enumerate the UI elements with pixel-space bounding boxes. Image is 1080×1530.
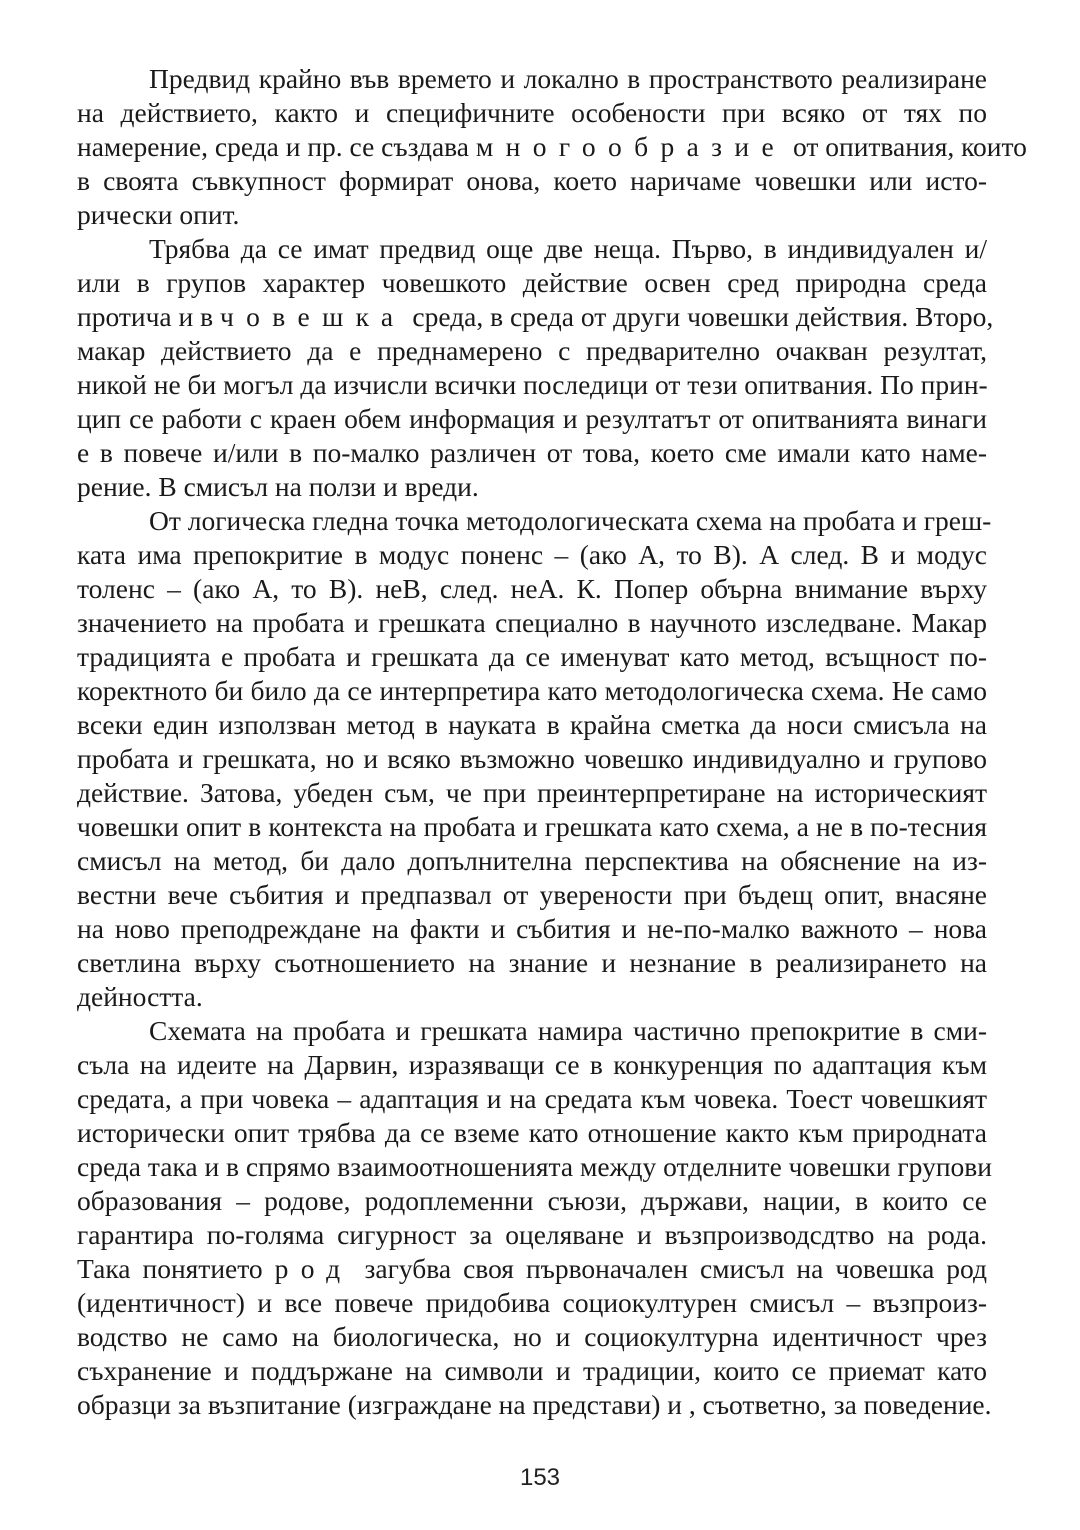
text-line: толенс – (ако А, то В). неВ, след. неА. К. Попер обърна внимание върху — [77, 573, 987, 604]
text-line: съла на идеите на Дарвин, изразяващи се в конкуренция по адаптация към — [77, 1049, 987, 1080]
text-line: традицията е пробата и грешката да се именуват като метод, всъщност по- — [77, 641, 987, 672]
text-line: цип се работи с краен обем информация и резултатът от опитванията винаги — [77, 403, 987, 434]
text-line: протича и в човешка среда, в среда от други човешки действия. Второ, — [77, 301, 994, 332]
paragraph-4 — [77, 1014, 992, 1422]
text-line: дейността. — [77, 981, 203, 1012]
text-line: образци за възпитание (изграждане на представи) и , съответно, за поведение. — [77, 1389, 992, 1420]
text-line: значението на пробата и грешката специално в научното изследване. Макар — [77, 607, 987, 638]
text-line: пробата и грешката, но и всяко възможно човешко индивидуално и групово — [77, 743, 987, 774]
text-line: ката има препокритие в модус поненс – (ако А, то В). А след. В и модус — [77, 539, 987, 570]
text-line: на действието, както и специфичните особености при всяко от тях по — [77, 97, 987, 128]
paragraph-3 — [77, 504, 992, 1014]
text-line: водство не само на биологическа, но и социокултурна идентичност чрез — [77, 1321, 987, 1352]
text-line: гарантира по-голяма сигурност за оцеляване и възпроизводсдтво на рода. — [77, 1219, 987, 1250]
page-number: 153 — [519, 1464, 561, 1491]
text-line: или в групов характер човешкото действие освен сред природна среда — [77, 267, 987, 298]
text-line: съхранение и поддържане на символи и традиции, които се приемат като — [77, 1355, 987, 1386]
text-line: човешки опит в контекста на пробата и грешката като схема, а не в по-тесния — [77, 811, 987, 842]
text-line: всеки един използван метод в науката в крайна сметка да носи смисъла на — [77, 709, 987, 740]
paragraph-2 — [77, 232, 994, 504]
text-line: макар действието да е преднамерено с предварително очакван резултат, — [77, 335, 987, 366]
text-line: среда така и в спрямо взаимоотношенията между отделните човешки групови — [77, 1151, 992, 1182]
text-line: никой не би могъл да изчисли всички последици от тези опитвания. По прин- — [77, 369, 988, 400]
text-line: коректното би било да се интерпретира като методологическа схема. Не само — [77, 675, 987, 706]
emphasis-spaced: многообразие — [475, 131, 787, 162]
page-body — [77, 62, 1027, 1422]
text-line: образования – родове, родоплеменни съюзи, държави, нации, в които се — [77, 1185, 987, 1216]
text-line: рение. В смисъл на ползи и вреди. — [77, 471, 479, 502]
text-line: в своята съвкупност формират онова, което наричаме човешки или исто- — [77, 165, 987, 196]
text-line: действие. Затова, убеден съм, че при преинтерпретиране на историческият — [77, 777, 987, 808]
paragraph-1 — [77, 62, 1027, 232]
text-line: Схемата на пробата и грешката намира частично препокритие в сми- — [149, 1015, 987, 1046]
text-line: От логическа гледна точка методологическата схема на пробата и греш- — [149, 505, 992, 536]
emphasis-spaced: род — [274, 1253, 353, 1284]
text-line: Така понятието род загубва своя първоначален смисъл на човешка род — [77, 1253, 987, 1284]
text-line: вестни вече събития и предпазвал от уверености при бъдещ опит, внасяне — [77, 879, 987, 910]
text-line: Трябва да се имат предвид още две неща. Първо, в индивидуален и/ — [149, 233, 987, 264]
text-line: е в повече и/или в по-малко различен от това, което сме имали като наме- — [77, 437, 987, 468]
text-line: рически опит. — [77, 199, 240, 230]
text-line: Предвид крайно във времето и локално в пространството реализиране — [149, 63, 987, 94]
text-line: светлина върху съотношението на знание и незнание в реализирането на — [77, 947, 987, 978]
text-line: средата, а при човека – адаптация и на средата към човека. Тоест човешкият — [77, 1083, 987, 1114]
text-line: исторически опит трябва да се вземе като отношение както към природната — [77, 1117, 987, 1148]
text-line: смисъл на метод, би дало допълнителна перспектива на обяснение на из- — [77, 845, 987, 876]
text-line: на ново преподреждане на факти и събития и не-по-малко важното – нова — [77, 913, 987, 944]
text-line: (идентичност) и все повече придобива социокултурен смисъл – възпроиз- — [77, 1287, 987, 1318]
text-line: намерение, среда и пр. се създава многообразие от опитвания, които — [77, 131, 1027, 162]
emphasis-spaced: човешка — [219, 301, 406, 332]
